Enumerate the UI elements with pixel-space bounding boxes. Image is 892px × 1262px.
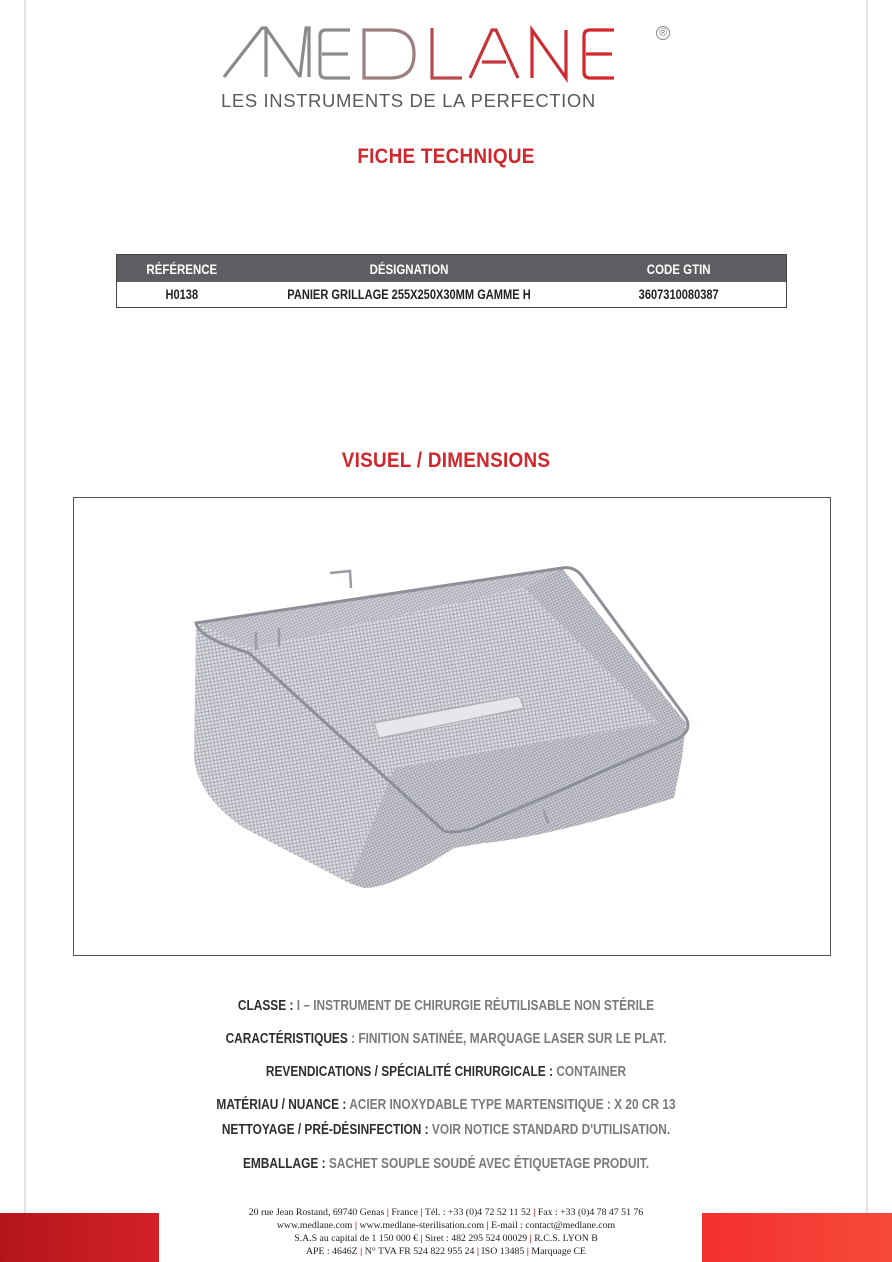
footer-red-bar-right <box>702 1213 892 1262</box>
footer-separator: | <box>526 1246 529 1257</box>
page-border-left <box>24 0 26 1262</box>
header-reference: RÉFÉRENCE <box>146 260 218 277</box>
footer-email-link[interactable]: E-mail : contact@medlane.com <box>491 1220 616 1231</box>
cell-code-gtin: 3607310080387 <box>638 287 719 302</box>
footer-separator: | <box>476 1246 480 1257</box>
spec-emballage-value: SACHET SOUPLE SOUDÉ AVEC ÉTIQUETAGE PRODUIT. <box>325 1156 650 1172</box>
footer-fax: Fax : +33 (0)4 78 47 51 76 <box>537 1207 644 1218</box>
spec-nettoyage-value: VOIR NOTICE STANDARD D'UTILISATION. <box>428 1122 671 1138</box>
spec-caracteristiques-label: CARACTÉRISTIQUES <box>225 1031 348 1047</box>
footer-marquage-ce: Marquage CE <box>531 1246 587 1257</box>
footer-red-bar-left <box>0 1213 159 1262</box>
spec-classe <box>80 998 811 1014</box>
footer-separator: | <box>533 1207 536 1218</box>
page-border-right <box>866 0 868 1262</box>
footer-line-3 <box>180 1232 712 1245</box>
footer-sterilisation-website-link[interactable]: www.medlane-sterilisation.com <box>359 1220 484 1231</box>
footer-siret: Siret : 482 295 524 00029 <box>425 1233 528 1244</box>
visuel-dimensions-title: VISUEL / DIMENSIONS <box>341 449 551 472</box>
cell-designation: PANIER GRILLAGE 255X250X30MM GAMME H <box>286 287 531 302</box>
footer-rcs: R.C.S. LYON B <box>534 1233 598 1244</box>
spec-caracteristiques <box>80 1031 811 1047</box>
spec-nettoyage <box>80 1122 811 1138</box>
footer-separator: | <box>486 1220 489 1231</box>
spec-materiau-label: MATÉRIAU / NUANCE : <box>216 1097 347 1113</box>
tagline: LES INSTRUMENTS DE LA PERFECTION <box>221 90 596 111</box>
header-designation: DÉSIGNATION <box>369 260 449 277</box>
footer-website-link[interactable]: www.medlane.com <box>276 1220 353 1231</box>
spec-emballage <box>80 1156 811 1172</box>
spec-caracteristiques-value: : FINITION SATINÉE, MARQUAGE LASER SUR LE PLAT. <box>347 1031 667 1047</box>
table-header-row <box>117 255 786 282</box>
cell-reference: H0138 <box>165 287 199 302</box>
spec-emballage-label: EMBALLAGE : <box>242 1156 326 1172</box>
footer-ape: APE : 4646Z <box>305 1246 358 1257</box>
footer-separator: | <box>354 1220 358 1231</box>
spec-revendications-value: CONTAINER <box>553 1064 627 1080</box>
footer-iso: ISO 13485 <box>481 1246 525 1257</box>
reference-table <box>116 254 787 308</box>
header-code-gtin: CODE GTIN <box>646 260 711 277</box>
spec-classe-value: I – INSTRUMENT DE CHIRURGIE RÉUTILISABLE NON STÉRILE <box>293 998 655 1014</box>
spec-classe-label: CLASSE : <box>237 998 294 1014</box>
footer-country: France <box>391 1207 418 1218</box>
table-row <box>117 282 786 307</box>
footer-separator: | <box>386 1207 389 1218</box>
wire-basket-image <box>74 498 830 955</box>
spec-materiau-value: ACIER INOXYDABLE TYPE MARTENSITIQUE : X 20 CR 13 <box>346 1097 676 1113</box>
footer-separator: | <box>420 1207 423 1218</box>
spec-revendications <box>80 1064 811 1080</box>
footer-separator: | <box>420 1233 423 1244</box>
footer-address: 20 rue Jean Rostand, 69740 Genas <box>248 1207 385 1218</box>
product-image-frame <box>73 497 831 956</box>
footer-separator: | <box>360 1246 363 1257</box>
footer-line-2 <box>180 1219 712 1232</box>
footer-line-1 <box>180 1206 712 1219</box>
spec-revendications-label: REVENDICATIONS / SPÉCIALITÉ CHIRURGICALE : <box>265 1064 554 1080</box>
spec-materiau <box>80 1097 811 1113</box>
medlane-wordmark-graphic <box>222 22 682 92</box>
footer-address-block <box>180 1206 712 1258</box>
footer-separator: | <box>529 1233 532 1244</box>
footer-phone: Tél. : +33 (0)4 72 52 11 52 <box>424 1207 531 1218</box>
footer-capital: S.A.S au capital de 1 150 000 € <box>294 1233 419 1244</box>
footer-tva: N° TVA FR 524 822 955 24 <box>364 1246 475 1257</box>
registered-mark: ® <box>656 26 670 40</box>
spec-nettoyage-label: NETTOYAGE / PRÉ-DÉSINFECTION : <box>221 1122 429 1138</box>
footer-line-4 <box>180 1245 712 1258</box>
fiche-technique-title: FICHE TECHNIQUE <box>357 145 535 168</box>
